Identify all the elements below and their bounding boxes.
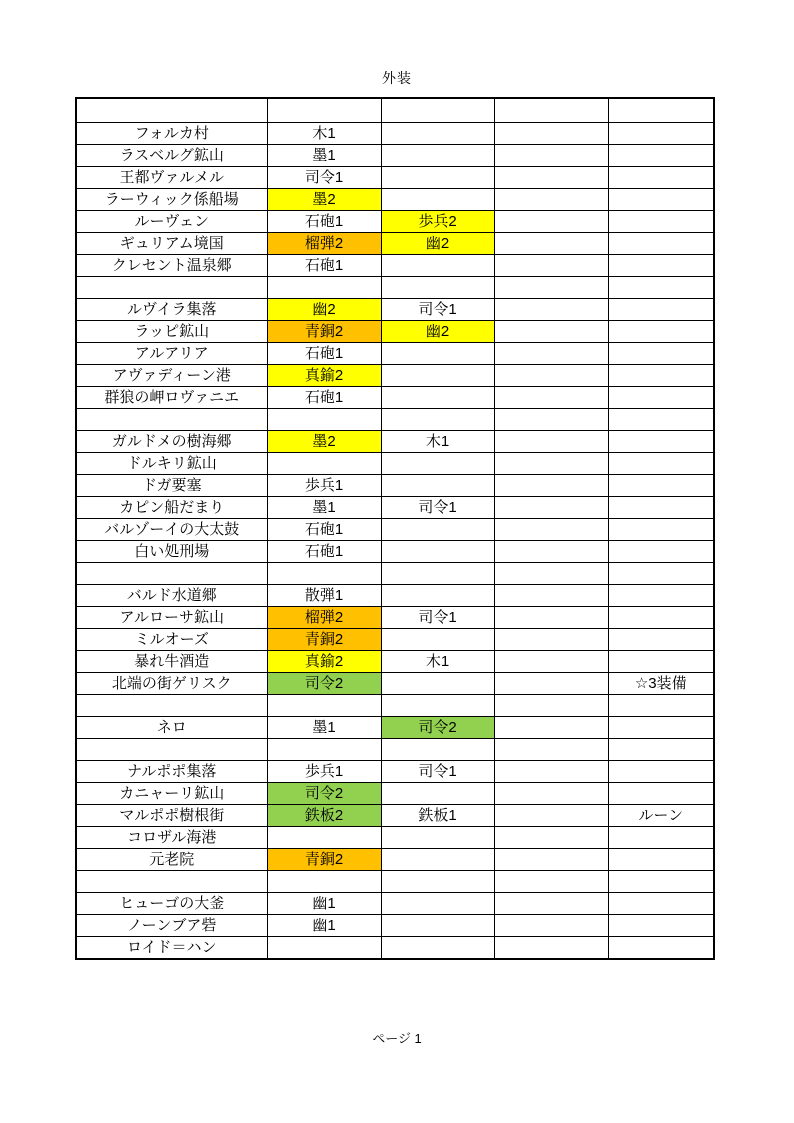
- value-cell: [608, 343, 714, 365]
- location-cell: [76, 98, 267, 123]
- value-cell: 司令1: [381, 607, 494, 629]
- location-cell: バルゾーイの大太鼓: [76, 519, 267, 541]
- value-cell: 真鍮2: [267, 365, 381, 387]
- value-cell: 歩兵1: [267, 761, 381, 783]
- value-cell: [494, 387, 608, 409]
- value-cell: [494, 871, 608, 893]
- value-cell: [494, 145, 608, 167]
- value-cell: [608, 541, 714, 563]
- page-number: ページ 1: [372, 1031, 422, 1046]
- value-cell: [381, 277, 494, 299]
- value-cell: 幽2: [381, 233, 494, 255]
- location-cell: バルド水道郷: [76, 585, 267, 607]
- value-cell: [381, 98, 494, 123]
- value-cell: [381, 519, 494, 541]
- table-row: [76, 893, 714, 915]
- value-cell: [381, 893, 494, 915]
- location-cell: アヴァディーン港: [76, 365, 267, 387]
- location-cell: [76, 871, 267, 893]
- value-cell: [494, 585, 608, 607]
- value-cell: [381, 937, 494, 960]
- value-cell: [608, 717, 714, 739]
- table-row: [76, 629, 714, 651]
- value-cell: [608, 211, 714, 233]
- location-cell: ギュリアム境国: [76, 233, 267, 255]
- table-row: [76, 805, 714, 827]
- location-cell: 群狼の岬ロヴァニエ: [76, 387, 267, 409]
- table-row: [76, 189, 714, 211]
- location-cell: [76, 563, 267, 585]
- value-cell: 司令1: [381, 497, 494, 519]
- value-cell: [267, 98, 381, 123]
- value-cell: [381, 189, 494, 211]
- value-cell: [381, 255, 494, 277]
- value-cell: [608, 255, 714, 277]
- location-cell: ラーウィック係船場: [76, 189, 267, 211]
- value-cell: [608, 431, 714, 453]
- value-cell: 司令2: [267, 673, 381, 695]
- value-cell: [494, 937, 608, 960]
- value-cell: 司令1: [381, 299, 494, 321]
- table-row: [76, 827, 714, 849]
- value-cell: [608, 145, 714, 167]
- table-row: [76, 167, 714, 189]
- location-cell: ラッピ鉱山: [76, 321, 267, 343]
- value-cell: 鉄板2: [267, 805, 381, 827]
- table-row: [76, 365, 714, 387]
- table-row: [76, 673, 714, 695]
- value-cell: [608, 695, 714, 717]
- value-cell: [494, 299, 608, 321]
- table-row: [76, 431, 714, 453]
- value-cell: [267, 563, 381, 585]
- location-cell: ヒューゴの大釜: [76, 893, 267, 915]
- value-cell: [494, 827, 608, 849]
- table-row: [76, 871, 714, 893]
- value-cell: [494, 123, 608, 145]
- location-cell: [76, 277, 267, 299]
- value-cell: [608, 893, 714, 915]
- value-cell: [608, 563, 714, 585]
- location-cell: ナルポポ集落: [76, 761, 267, 783]
- value-cell: [494, 277, 608, 299]
- value-cell: [608, 387, 714, 409]
- value-cell: [608, 98, 714, 123]
- table-row: [76, 497, 714, 519]
- value-cell: [494, 695, 608, 717]
- table-row: [76, 761, 714, 783]
- value-cell: 石砲1: [267, 211, 381, 233]
- table-row: [76, 145, 714, 167]
- value-cell: [267, 739, 381, 761]
- value-cell: 司令2: [381, 717, 494, 739]
- value-cell: [381, 365, 494, 387]
- table-row: [76, 475, 714, 497]
- value-cell: [494, 409, 608, 431]
- value-cell: 司令1: [381, 761, 494, 783]
- value-cell: [608, 365, 714, 387]
- location-cell: ドルキリ鉱山: [76, 453, 267, 475]
- value-cell: [494, 255, 608, 277]
- table-row: [76, 211, 714, 233]
- value-cell: [381, 739, 494, 761]
- value-cell: [267, 453, 381, 475]
- value-cell: [494, 519, 608, 541]
- value-cell: [267, 871, 381, 893]
- value-cell: [608, 607, 714, 629]
- value-cell: [608, 123, 714, 145]
- value-cell: [494, 321, 608, 343]
- table-row: [76, 98, 714, 123]
- value-cell: [381, 585, 494, 607]
- table-row: [76, 783, 714, 805]
- value-cell: [494, 563, 608, 585]
- value-cell: [494, 783, 608, 805]
- value-cell: [608, 761, 714, 783]
- table-row: [76, 409, 714, 431]
- value-cell: [608, 519, 714, 541]
- value-cell: [381, 563, 494, 585]
- value-cell: [494, 211, 608, 233]
- location-cell: 王都ヴァルメル: [76, 167, 267, 189]
- value-cell: [608, 497, 714, 519]
- value-cell: [608, 233, 714, 255]
- value-cell: [494, 739, 608, 761]
- value-cell: 墨1: [267, 497, 381, 519]
- location-cell: [76, 409, 267, 431]
- value-cell: [608, 585, 714, 607]
- value-cell: [381, 343, 494, 365]
- value-cell: 幽1: [267, 915, 381, 937]
- table-row: [76, 695, 714, 717]
- value-cell: [267, 277, 381, 299]
- value-cell: [608, 937, 714, 960]
- value-cell: [608, 321, 714, 343]
- location-cell: アルアリア: [76, 343, 267, 365]
- value-cell: [494, 717, 608, 739]
- value-cell: 墨2: [267, 189, 381, 211]
- value-cell: [494, 893, 608, 915]
- value-cell: [494, 673, 608, 695]
- value-cell: 木1: [381, 431, 494, 453]
- value-cell: [608, 827, 714, 849]
- value-cell: [494, 453, 608, 475]
- value-cell: 木1: [267, 123, 381, 145]
- value-cell: [494, 497, 608, 519]
- table-row: [76, 321, 714, 343]
- exterior-equipment-table: [75, 97, 715, 960]
- table-row: [76, 233, 714, 255]
- location-cell: ノーンブア砦: [76, 915, 267, 937]
- value-cell: 木1: [381, 651, 494, 673]
- table-row: [76, 739, 714, 761]
- value-cell: [494, 541, 608, 563]
- value-cell: 榴弾2: [267, 233, 381, 255]
- location-cell: ネロ: [76, 717, 267, 739]
- value-cell: [494, 233, 608, 255]
- value-cell: [381, 783, 494, 805]
- value-cell: [494, 915, 608, 937]
- value-cell: [267, 827, 381, 849]
- value-cell: [494, 431, 608, 453]
- value-cell: [494, 629, 608, 651]
- table-row: [76, 277, 714, 299]
- value-cell: [381, 409, 494, 431]
- value-cell: ☆3装備: [608, 673, 714, 695]
- location-cell: カニャーリ鉱山: [76, 783, 267, 805]
- value-cell: 石砲1: [267, 541, 381, 563]
- table-row: [76, 453, 714, 475]
- table-row: [76, 299, 714, 321]
- value-cell: 歩兵2: [381, 211, 494, 233]
- value-cell: [608, 453, 714, 475]
- location-cell: 白い処刑場: [76, 541, 267, 563]
- table-row: [76, 563, 714, 585]
- value-cell: [381, 673, 494, 695]
- value-cell: [608, 409, 714, 431]
- value-cell: 歩兵1: [267, 475, 381, 497]
- value-cell: [381, 167, 494, 189]
- value-cell: 司令1: [267, 167, 381, 189]
- value-cell: [267, 695, 381, 717]
- value-cell: [494, 365, 608, 387]
- value-cell: 司令2: [267, 783, 381, 805]
- table-row: [76, 717, 714, 739]
- value-cell: [381, 475, 494, 497]
- value-cell: [381, 871, 494, 893]
- value-cell: 幽2: [381, 321, 494, 343]
- value-cell: [608, 651, 714, 673]
- value-cell: [608, 277, 714, 299]
- value-cell: ルーン: [608, 805, 714, 827]
- value-cell: [494, 343, 608, 365]
- page-title: 外装: [382, 70, 412, 86]
- value-cell: [608, 871, 714, 893]
- table-row: [76, 387, 714, 409]
- value-cell: [494, 475, 608, 497]
- value-cell: [608, 783, 714, 805]
- location-cell: アルローサ鉱山: [76, 607, 267, 629]
- value-cell: 幽2: [267, 299, 381, 321]
- location-cell: フォルカ村: [76, 123, 267, 145]
- value-cell: 墨1: [267, 717, 381, 739]
- value-cell: 青銅2: [267, 321, 381, 343]
- value-cell: 榴弾2: [267, 607, 381, 629]
- value-cell: [381, 695, 494, 717]
- table-row: [76, 123, 714, 145]
- location-cell: マルポポ樹根街: [76, 805, 267, 827]
- location-cell: ルーヴェン: [76, 211, 267, 233]
- value-cell: [608, 167, 714, 189]
- value-cell: [381, 541, 494, 563]
- value-cell: 幽1: [267, 893, 381, 915]
- value-cell: [381, 915, 494, 937]
- value-cell: 散弾1: [267, 585, 381, 607]
- location-cell: 暴れ牛酒造: [76, 651, 267, 673]
- value-cell: 石砲1: [267, 343, 381, 365]
- value-cell: 墨1: [267, 145, 381, 167]
- table-body: [76, 98, 714, 959]
- location-cell: 元老院: [76, 849, 267, 871]
- value-cell: [608, 915, 714, 937]
- value-cell: [608, 475, 714, 497]
- table-row: [76, 541, 714, 563]
- value-cell: [494, 849, 608, 871]
- location-cell: カピン船だまり: [76, 497, 267, 519]
- value-cell: [494, 167, 608, 189]
- location-cell: [76, 739, 267, 761]
- value-cell: [381, 123, 494, 145]
- value-cell: 石砲1: [267, 387, 381, 409]
- value-cell: [608, 299, 714, 321]
- value-cell: [494, 805, 608, 827]
- location-cell: ガルドメの樹海郷: [76, 431, 267, 453]
- location-cell: [76, 695, 267, 717]
- value-cell: [494, 607, 608, 629]
- table-row: [76, 255, 714, 277]
- value-cell: [608, 629, 714, 651]
- table-row: [76, 937, 714, 960]
- table-row: [76, 651, 714, 673]
- value-cell: 青銅2: [267, 849, 381, 871]
- value-cell: 青銅2: [267, 629, 381, 651]
- location-cell: ドガ要塞: [76, 475, 267, 497]
- value-cell: [267, 409, 381, 431]
- value-cell: [608, 739, 714, 761]
- table-row: [76, 915, 714, 937]
- value-cell: [267, 937, 381, 960]
- table-row: [76, 343, 714, 365]
- location-cell: ラスベルグ鉱山: [76, 145, 267, 167]
- table-row: [76, 585, 714, 607]
- location-cell: ミルオーズ: [76, 629, 267, 651]
- location-cell: 北端の街ゲリスク: [76, 673, 267, 695]
- location-cell: コロザル海港: [76, 827, 267, 849]
- table-row: [76, 849, 714, 871]
- value-cell: 石砲1: [267, 255, 381, 277]
- value-cell: [381, 387, 494, 409]
- location-cell: クレセント温泉郷: [76, 255, 267, 277]
- value-cell: [381, 629, 494, 651]
- value-cell: [381, 145, 494, 167]
- value-cell: [494, 98, 608, 123]
- value-cell: [381, 453, 494, 475]
- value-cell: 石砲1: [267, 519, 381, 541]
- value-cell: [494, 189, 608, 211]
- table-row: [76, 519, 714, 541]
- value-cell: [381, 849, 494, 871]
- location-cell: ロイド＝ハン: [76, 937, 267, 960]
- value-cell: 墨2: [267, 431, 381, 453]
- value-cell: 鉄板1: [381, 805, 494, 827]
- value-cell: 真鍮2: [267, 651, 381, 673]
- value-cell: [494, 761, 608, 783]
- value-cell: [608, 849, 714, 871]
- value-cell: [381, 827, 494, 849]
- value-cell: [608, 189, 714, 211]
- value-cell: [494, 651, 608, 673]
- location-cell: ルヴイラ集落: [76, 299, 267, 321]
- table-row: [76, 607, 714, 629]
